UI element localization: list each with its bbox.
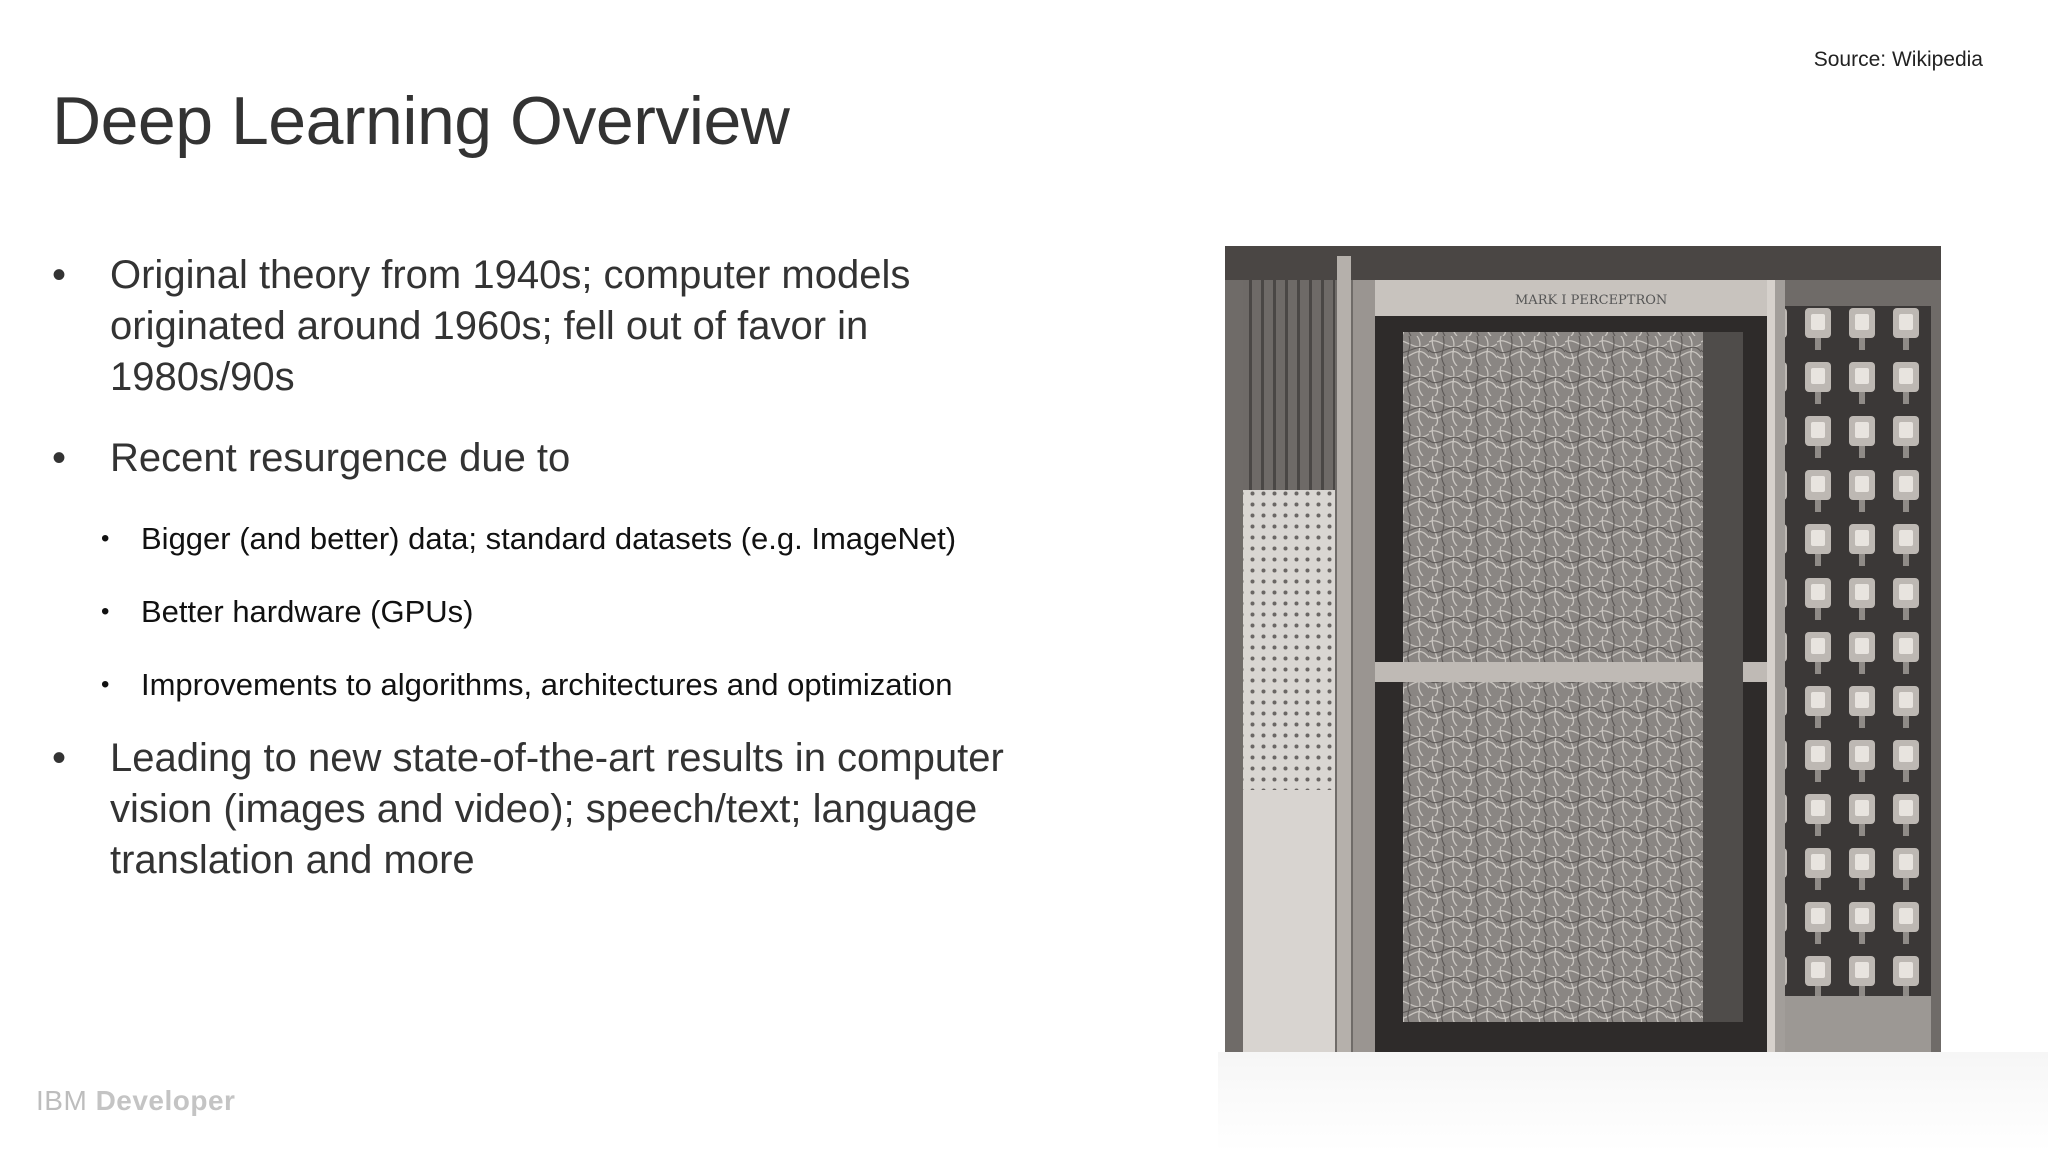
bullet-text: Recent resurgence due to — [110, 436, 571, 480]
svg-text:MARK I PERCEPTRON: MARK I PERCEPTRON — [1515, 293, 1668, 308]
mark-i-perceptron-photo — [1225, 246, 1941, 1052]
bullet-marker: • — [52, 253, 67, 297]
bullet-list — [52, 250, 1012, 916]
bullet-item — [52, 250, 1012, 403]
logo-name: Developer — [95, 1085, 236, 1116]
bullet-marker: • — [101, 598, 110, 625]
source-credit: Source: Wikipedia — [1813, 48, 1983, 71]
bullet-text: Original theory from 1940s; computer models originated around 1960s; fell out of favor in 1980s/90s — [110, 253, 911, 399]
logo-prefix: IBM — [36, 1085, 88, 1116]
perceptron-photo — [1225, 246, 1941, 1052]
bullet-text: Improvements to algorithms, architectures and optimization — [141, 667, 953, 702]
photo-shadow — [1218, 1052, 2048, 1152]
bullet-marker: • — [52, 436, 67, 480]
bullet-text: Better hardware (GPUs) — [141, 594, 474, 629]
bullet-item — [52, 433, 1012, 484]
bullet-marker: • — [101, 525, 110, 552]
slide-title: Deep Learning Overview — [52, 83, 790, 159]
sub-bullet-item — [52, 591, 1012, 632]
sub-bullet-item — [52, 664, 1012, 705]
bullet-marker: • — [52, 736, 67, 780]
ibm-developer-logo — [36, 1085, 235, 1117]
sub-bullet-item — [52, 518, 1012, 559]
bullet-marker: • — [101, 671, 110, 698]
bullet-text: Leading to new state-of-the-art results in computer vision (images and video); speech/text; language translation and more — [110, 736, 1004, 882]
bullet-item — [52, 733, 1012, 886]
bullet-text: Bigger (and better) data; standard datasets (e.g. ImageNet) — [141, 521, 957, 556]
